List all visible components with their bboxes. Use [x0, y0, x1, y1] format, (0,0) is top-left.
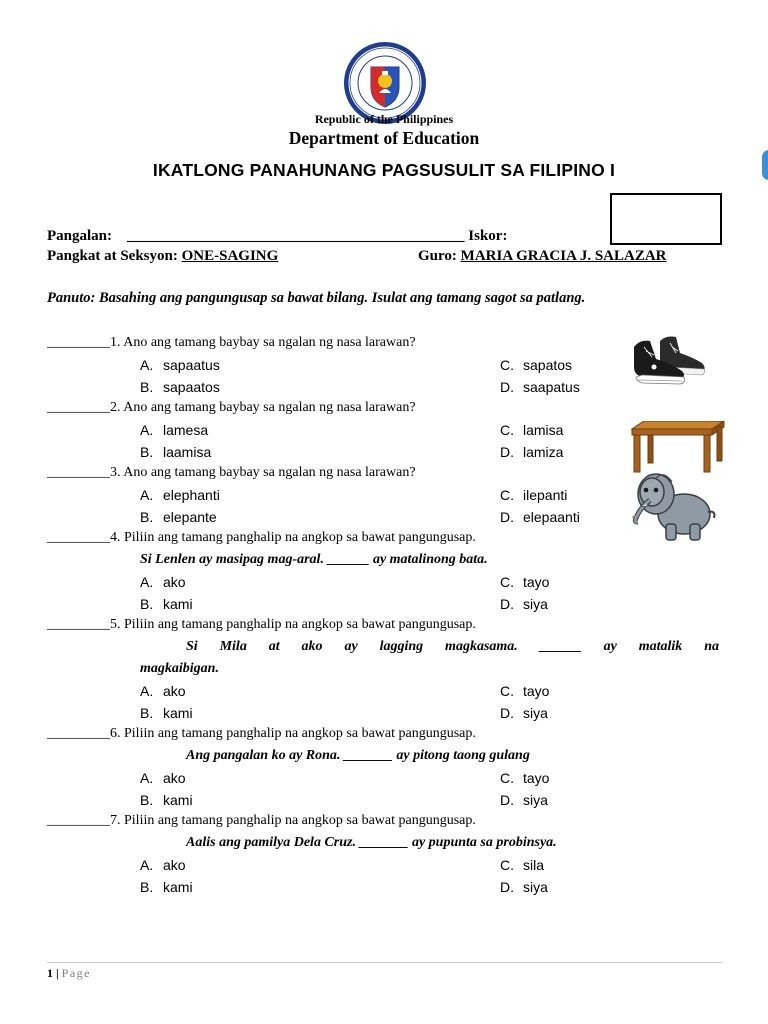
question-5 [47, 617, 476, 633]
option-a: A. elephanti [140, 487, 220, 503]
option-d: D. saapatus [500, 379, 580, 395]
teacher-label: Guro: [418, 248, 457, 264]
option-a: A. ako [140, 857, 186, 873]
option-b: B. elepante [140, 509, 217, 525]
question-text: 1. Ano ang tamang baybay sa ngalan ng nasa larawan? [110, 335, 416, 350]
instructions: Panuto: Basahing ang pangungusap sa bawat bilang. Isulat ang tamang sagot sa patlang. [47, 290, 586, 306]
option-a: A. ako [140, 574, 186, 590]
answer-blank[interactable]: _________ [47, 400, 110, 415]
option-c: C. tayo [500, 770, 550, 786]
option-a: A. ako [140, 770, 186, 786]
question-sentence: Ang pangalan ko ay Rona. _______ ay pitong taong gulang [186, 748, 530, 763]
option-c: C. tayo [500, 683, 550, 699]
question-7 [47, 813, 476, 829]
footer-separator: | [56, 966, 59, 980]
option-c: C. ilepanti [500, 487, 568, 503]
question-text: 6. Piliin ang tamang panghalip na angkop sa bawat pangungusap. [110, 726, 476, 741]
answer-blank[interactable]: _________ [47, 726, 110, 741]
option-a: A. ako [140, 683, 186, 699]
score-label: Iskor: [468, 228, 508, 244]
question-text: 3. Ano ang tamang baybay sa ngalan ng nasa larawan? [110, 465, 416, 480]
name-label: Pangalan: [47, 228, 113, 244]
option-b: B. kami [140, 792, 193, 808]
question-1 [47, 335, 416, 351]
answer-blank[interactable]: _________ [47, 813, 110, 828]
option-d: D. lamiza [500, 444, 564, 460]
question-sentence-cont: magkaibigan. [140, 661, 219, 676]
name-line [47, 228, 507, 245]
question-sentence: Si Mila at ako ay lagging magkasama. ______ ay matalik na [186, 639, 719, 654]
question-text: 2. Ano ang tamang baybay sa ngalan ng nasa larawan? [110, 400, 416, 415]
option-b: B. kami [140, 879, 193, 895]
page-footer [47, 966, 91, 981]
question-sentence: Aalis ang pamilya Dela Cruz. _______ ay pupunta sa probinsya. [186, 835, 557, 850]
answer-blank[interactable]: _________ [47, 530, 110, 545]
side-tab-icon[interactable] [762, 150, 768, 180]
section-line [47, 248, 278, 265]
teacher-line [418, 248, 667, 265]
page-number: 1 [47, 966, 53, 980]
question-text: 5. Piliin ang tamang panghalip na angkop sa bawat pangungusap. [110, 617, 476, 632]
teacher-value: MARIA GRACIA J. SALAZAR [460, 248, 667, 264]
score-box[interactable] [610, 193, 722, 245]
section-value: ONE-SAGING [181, 248, 279, 264]
option-c: C. sila [500, 857, 545, 873]
elephant-icon [628, 468, 718, 544]
option-b: B. sapaatos [140, 379, 220, 395]
option-d: D. siya [500, 596, 548, 612]
option-a: A. lamesa [140, 422, 209, 438]
footer-divider [47, 962, 723, 963]
answer-blank[interactable]: _________ [47, 335, 110, 350]
option-d: D. siya [500, 879, 548, 895]
option-d: D. siya [500, 792, 548, 808]
option-c: C. lamisa [500, 422, 564, 438]
question-sentence: Si Lenlen ay masipag mag-aral. ______ ay matalinong bata. [140, 552, 488, 567]
question-4 [47, 530, 476, 546]
option-c: C. sapatos [500, 357, 573, 373]
option-a: A. sapaatus [140, 357, 220, 373]
option-b: B. laamisa [140, 444, 212, 460]
question-6 [47, 726, 476, 742]
question-3 [47, 465, 416, 481]
option-d: D. siya [500, 705, 548, 721]
question-2 [47, 400, 416, 416]
shoes-icon [630, 333, 710, 387]
option-d: D. elepaanti [500, 509, 580, 525]
question-text: 7. Piliin ang tamang panghalip na angkop sa bawat pangungusap. [110, 813, 476, 828]
answer-blank[interactable]: _________ [47, 465, 110, 480]
department-text: Department of Education [288, 128, 480, 148]
question-text: 4. Piliin ang tamang panghalip na angkop sa bawat pangungusap. [110, 530, 476, 545]
exam-title: IKATLONG PANAHUNANG PAGSUSULIT SA FILIPINO I [152, 160, 616, 180]
option-b: B. kami [140, 596, 193, 612]
option-c: C. tayo [500, 574, 550, 590]
republic-text: Republic of the Philippines [314, 112, 454, 126]
name-blank[interactable]: _____________________________________________ [127, 228, 465, 244]
table-icon [630, 421, 726, 473]
option-b: B. kami [140, 705, 193, 721]
section-label: Pangkat at Seksyon: [47, 248, 178, 264]
answer-blank[interactable]: _________ [47, 617, 110, 632]
page-label: Page [61, 966, 91, 980]
